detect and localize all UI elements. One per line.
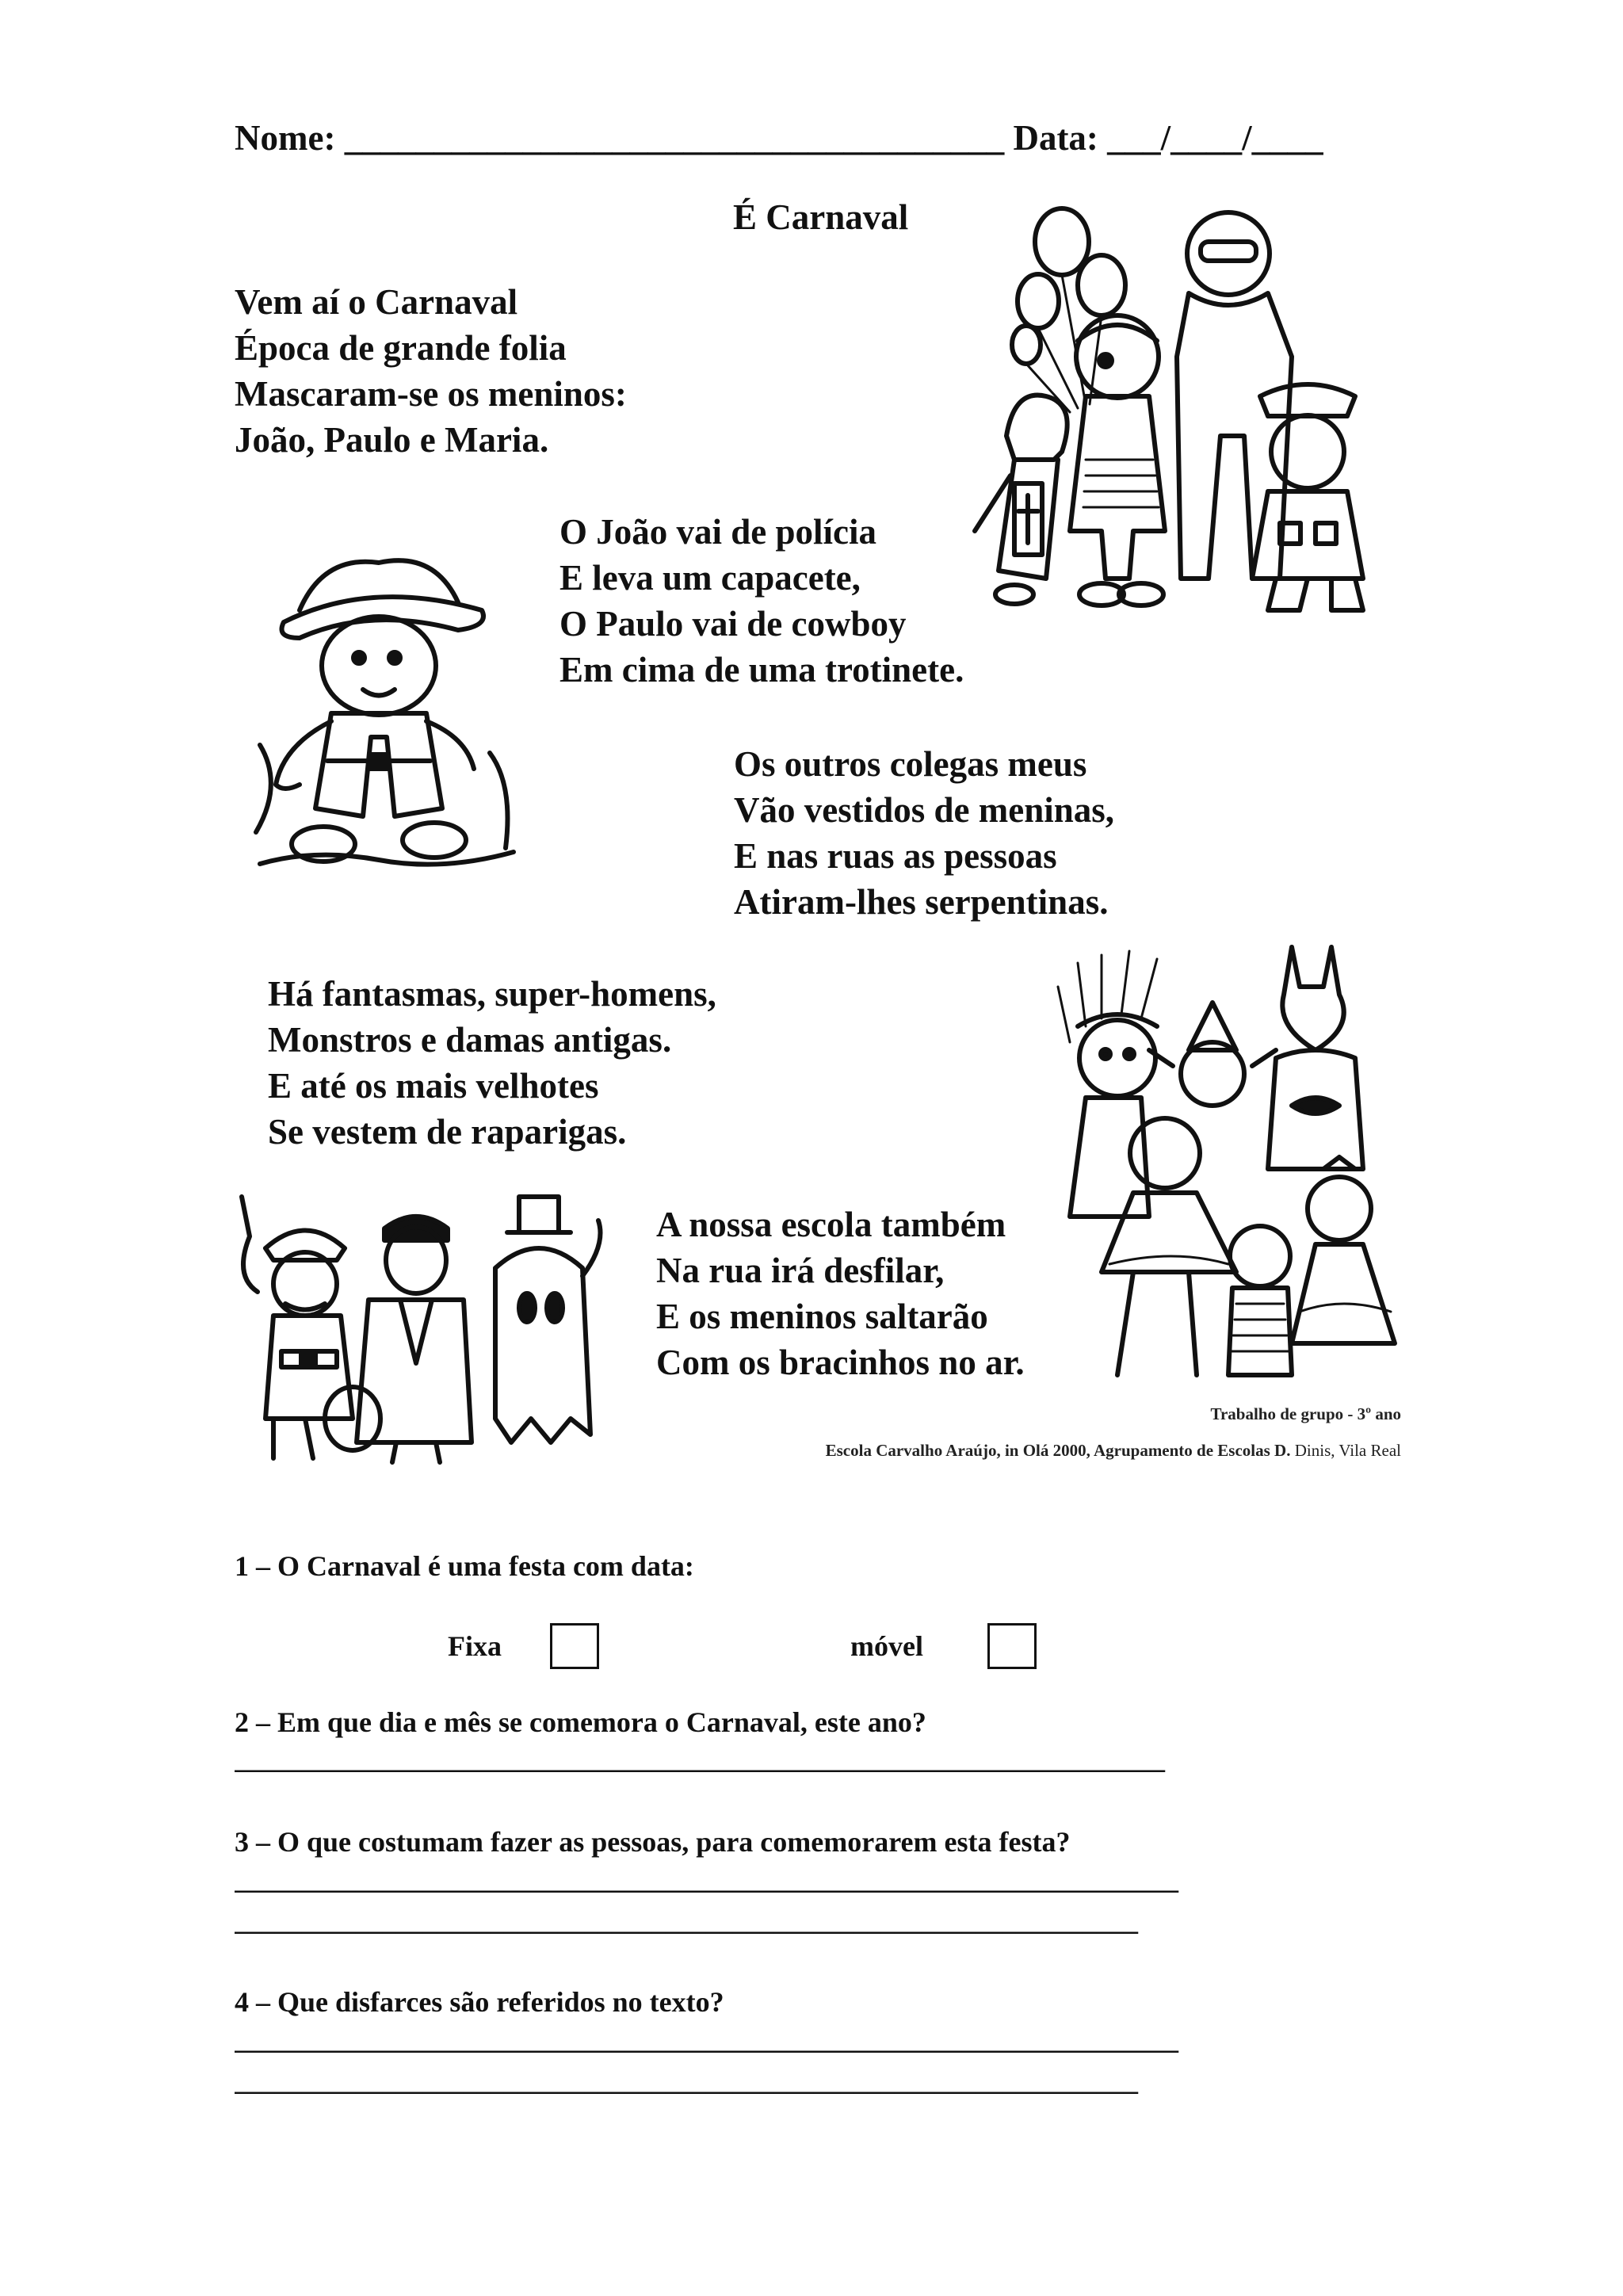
poem-line: Mascaram-se os meninos: <box>235 374 627 414</box>
poem-line: Na rua irá desfilar, <box>656 1251 945 1290</box>
question-1: 1 – O Carnaval é uma festa com data: <box>235 1550 694 1582</box>
pirate-vampire-ghost-icon <box>226 1181 614 1474</box>
option-movel-checkbox[interactable] <box>987 1623 1037 1669</box>
poem-line: Há fantasmas, super-homens, <box>268 974 716 1014</box>
poem-line: A nossa escola também <box>656 1205 1006 1244</box>
poem-source <box>826 1441 1401 1461</box>
poem-line: Vão vestidos de meninas, <box>734 790 1115 830</box>
stanza-4 <box>268 971 716 1155</box>
poem-line: E nas ruas as pessoas <box>734 836 1057 876</box>
poem-credit: Trabalho de grupo - 3º ano <box>1210 1404 1401 1423</box>
name-label: Nome: <box>235 118 336 158</box>
answer-line[interactable]: _____________________________________________________________________ <box>235 1743 1164 1775</box>
stanza-5 <box>656 1201 1025 1385</box>
poem-line: Com os bracinhos no ar. <box>656 1343 1025 1382</box>
stanza-3 <box>734 741 1114 925</box>
question-3: 3 – O que costumam fazer as pessoas, para comemorarem esta festa? <box>235 1826 1071 1858</box>
question-4: 4 – Que disfarces são referidos no texto? <box>235 1986 724 2018</box>
poem-line: Época de grande folia <box>235 328 567 368</box>
answer-line[interactable]: ______________________________________________________________________ <box>235 1863 1178 1895</box>
poem-line: E até os mais velhotes <box>268 1066 599 1106</box>
source-rest: Dinis, Vila Real <box>1294 1441 1401 1460</box>
name-field[interactable]: _____________________________________ <box>344 118 1005 158</box>
stanza-1 <box>235 279 627 463</box>
poem-line: Vem aí o Carnaval <box>235 282 518 322</box>
poem-line: E leva um capacete, <box>559 558 861 598</box>
children-in-costumes-icon <box>967 198 1395 626</box>
costumed-kids-group-icon <box>1054 931 1403 1391</box>
option-fixa-label: Fixa <box>448 1630 502 1662</box>
question-2: 2 – Em que dia e mês se comemora o Carnaval, este ano? <box>235 1706 926 1738</box>
stanza-2 <box>559 509 964 693</box>
poem-line: Monstros e damas antigas. <box>268 1020 672 1060</box>
answer-line[interactable]: ___________________________________________________________________ <box>235 1904 1137 1936</box>
answer-line[interactable]: ___________________________________________________________________ <box>235 2065 1137 2096</box>
poem-line: E os meninos saltarão <box>656 1297 988 1336</box>
poem-line: Se vestem de raparigas. <box>268 1112 627 1152</box>
poem-line: Em cima de uma trotinete. <box>559 650 964 690</box>
source-main: Escola Carvalho Araújo, in Olá 2000, Agrupamento de Escolas D. <box>825 1441 1291 1460</box>
poem-line: Os outros colegas meus <box>734 744 1087 784</box>
option-movel-label: móvel <box>850 1630 923 1662</box>
date-label: Data: <box>1013 118 1098 158</box>
poem-line: O Paulo vai de cowboy <box>559 604 907 644</box>
poem-line: Atiram-lhes serpentinas. <box>734 882 1109 922</box>
header-line <box>235 117 1323 159</box>
date-field[interactable]: ___/____/____ <box>1107 118 1323 158</box>
poem-line: João, Paulo e Maria. <box>235 420 549 460</box>
option-fixa-checkbox[interactable] <box>550 1623 599 1669</box>
answer-line[interactable]: ______________________________________________________________________ <box>235 2023 1178 2055</box>
cowboy-boy-icon <box>252 547 537 880</box>
poem-line: O João vai de polícia <box>559 512 877 552</box>
poem-title: É Carnaval <box>733 197 909 237</box>
